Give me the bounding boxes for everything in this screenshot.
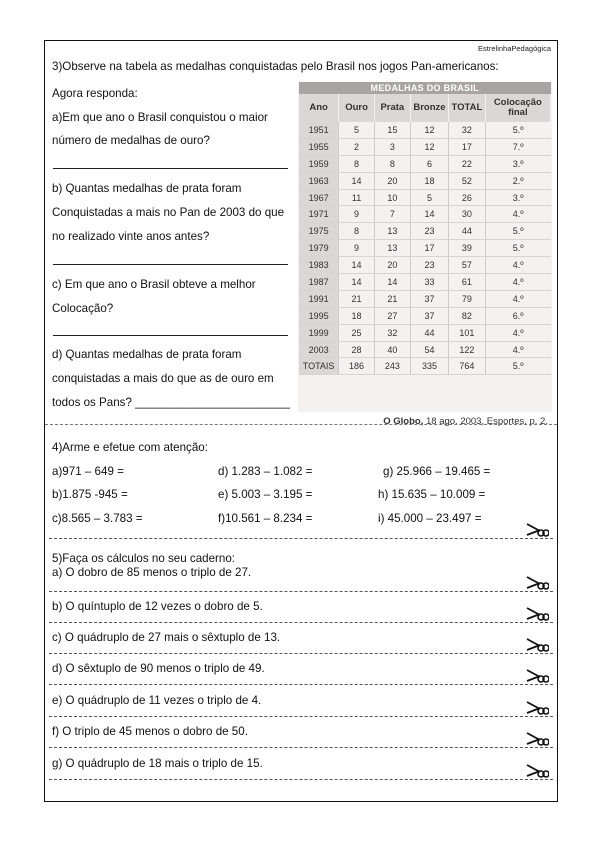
cell-ano: 1955 <box>299 138 339 155</box>
cell-ouro: 18 <box>339 307 375 324</box>
cell-ano: 1959 <box>299 155 339 172</box>
medal-table-row <box>299 189 551 206</box>
scissors-icon <box>525 668 549 684</box>
cell-total: 122 <box>449 341 486 358</box>
cell-ouro: 21 <box>339 290 375 307</box>
brand-label: EstrelinhaPedagógica <box>478 44 551 53</box>
medal-table-row <box>299 206 551 223</box>
cell-bronze: 23 <box>410 257 448 274</box>
cell-colocacao: 5.º <box>485 223 550 240</box>
cell-prata: 243 <box>374 358 410 375</box>
source-title: O Globo, <box>383 416 424 427</box>
cell-ano: 1975 <box>299 223 339 240</box>
q5-item-g: g) O quádruplo de 18 mais o triplo de 15. <box>52 757 263 770</box>
cell-ano: 1979 <box>299 240 339 257</box>
cell-prata: 7 <box>374 206 410 223</box>
cell-colocacao: 2.º <box>485 172 550 189</box>
cell-colocacao: 5.º <box>485 122 550 138</box>
medal-table-row <box>299 155 551 172</box>
cell-ouro: 8 <box>339 223 375 240</box>
cell-ano: 2003 <box>299 341 339 358</box>
q3c-answer-line[interactable] <box>53 335 288 336</box>
header-ouro: Ouro <box>339 94 375 122</box>
q4-item-f: f)10.561 – 8.234 = <box>218 512 313 525</box>
cell-total: 39 <box>449 240 486 257</box>
medal-table-row <box>299 240 551 257</box>
q4-item-c: c)8.565 – 3.783 = <box>52 512 143 525</box>
cell-colocacao: 4.º <box>485 290 550 307</box>
q3b-line2: Conquistadas a mais no Pan de 2003 do que <box>52 206 285 219</box>
cell-ano: 1995 <box>299 307 339 324</box>
scissors-icon <box>525 700 549 716</box>
medal-table-row <box>299 324 551 341</box>
cell-colocacao: 6.º <box>485 307 550 324</box>
q3d-line2: conquistadas a mais do que as de ouro em <box>52 372 274 385</box>
cut-line <box>49 716 553 717</box>
cell-ouro: 11 <box>339 189 375 206</box>
cell-ouro: 186 <box>339 358 375 375</box>
medal-table-row <box>299 223 551 240</box>
cell-colocacao: 4.º <box>485 324 550 341</box>
cell-prata: 40 <box>374 341 410 358</box>
q4-item-b: b)1.875 -945 = <box>52 488 128 501</box>
medal-table-body <box>299 122 551 375</box>
scissors-icon <box>525 575 549 591</box>
q4-item-d: d) 1.283 – 1.082 = <box>218 465 313 478</box>
medal-table-title: MEDALHAS DO BRASIL <box>299 82 551 94</box>
cell-total: 101 <box>449 324 486 341</box>
medal-table-row <box>299 257 551 274</box>
q5-item-c: c) O quádruplo de 27 mais o sêxtuplo de 13. <box>52 631 281 644</box>
medal-table-row <box>299 122 551 138</box>
cell-prata: 8 <box>374 155 410 172</box>
q3a-answer-line[interactable] <box>53 168 288 169</box>
section-divider <box>45 424 557 425</box>
cell-prata: 27 <box>374 307 410 324</box>
cell-ano: 1951 <box>299 122 339 138</box>
cell-bronze: 5 <box>410 189 448 206</box>
scissors-icon <box>525 731 549 747</box>
cell-prata: 3 <box>374 138 410 155</box>
medal-table-row <box>299 358 551 375</box>
q4-item-e: e) 5.003 – 3.195 = <box>218 488 313 501</box>
cell-total: 82 <box>449 307 486 324</box>
medal-table-row <box>299 341 551 358</box>
header-ano: Ano <box>299 94 339 122</box>
q3d-line3: todos os Pans? ________________________ <box>52 396 290 409</box>
cut-line <box>49 747 553 748</box>
medal-table-panel <box>298 82 552 427</box>
cell-prata: 10 <box>374 189 410 206</box>
q3b-line1: b) Quantas medalhas de prata foram <box>52 182 242 195</box>
source-rest: 18 ago. 2003, Esportes, p. 2. <box>423 416 548 427</box>
cell-total: 57 <box>449 257 486 274</box>
cut-line <box>49 622 553 623</box>
header-colocacao: Colocação final <box>485 94 550 122</box>
cell-colocacao: 7.º <box>485 138 550 155</box>
q5-item-b: b) O quíntuplo de 12 vezes o dobro de 5. <box>52 600 263 613</box>
q3-intro: Agora responda: <box>52 87 138 100</box>
cell-bronze: 37 <box>410 290 448 307</box>
cell-total: 26 <box>449 189 486 206</box>
cell-bronze: 18 <box>410 172 448 189</box>
cell-colocacao: 3.º <box>485 155 550 172</box>
q3c-line1: c) Em que ano o Brasil obteve a melhor <box>52 278 256 291</box>
cell-bronze: 12 <box>410 138 448 155</box>
cell-bronze: 6 <box>410 155 448 172</box>
header-prata: Prata <box>374 94 410 122</box>
cell-ouro: 28 <box>339 341 375 358</box>
q3b-line3: no realizado vinte anos antes? <box>52 230 210 243</box>
cell-total: 30 <box>449 206 486 223</box>
cell-prata: 20 <box>374 257 410 274</box>
cell-bronze: 54 <box>410 341 448 358</box>
cell-colocacao: 4.º <box>485 274 550 291</box>
q4-title: 4)Arme e efetue com atenção: <box>52 441 208 454</box>
cell-prata: 13 <box>374 223 410 240</box>
medal-table-row <box>299 307 551 324</box>
cell-prata: 32 <box>374 324 410 341</box>
q4-item-g: g) 25.966 – 19.465 = <box>383 465 491 478</box>
cell-total: 764 <box>449 358 486 375</box>
q4-item-i: i) 45.000 – 23.497 = <box>378 512 482 525</box>
cell-bronze: 14 <box>410 206 448 223</box>
cell-colocacao: 3.º <box>485 189 550 206</box>
cell-bronze: 12 <box>410 122 448 138</box>
q5-item-d: d) O sêxtuplo de 90 menos o triplo de 49. <box>52 662 265 675</box>
q4-item-h: h) 15.635 – 10.009 = <box>378 488 486 501</box>
cell-colocacao: 4.º <box>485 257 550 274</box>
scissors-icon <box>525 606 549 622</box>
header-bronze: Bronze <box>410 94 448 122</box>
cell-ouro: 9 <box>339 206 375 223</box>
q3c-line2: Colocação? <box>52 302 114 315</box>
cell-ouro: 14 <box>339 257 375 274</box>
cell-total: 17 <box>449 138 486 155</box>
cut-line <box>49 653 553 654</box>
cell-prata: 21 <box>374 290 410 307</box>
cell-prata: 14 <box>374 274 410 291</box>
medal-table <box>299 82 551 375</box>
cut-line <box>49 538 553 539</box>
cell-ouro: 25 <box>339 324 375 341</box>
cell-prata: 20 <box>374 172 410 189</box>
q5-item-f: f) O triplo de 45 menos o dobro de 50. <box>52 725 248 738</box>
cell-total: 32 <box>449 122 486 138</box>
cell-ano: 1963 <box>299 172 339 189</box>
cut-line <box>49 684 553 685</box>
medal-table-row <box>299 172 551 189</box>
medal-table-row <box>299 290 551 307</box>
q3-title: 3)Observe na tabela as medalhas conquistadas pelo Brasil nos jogos Pan-americanos: <box>52 60 499 73</box>
table-source <box>383 416 548 427</box>
cell-ano: 1983 <box>299 257 339 274</box>
q3a-line1: a)Em que ano o Brasil conquistou o maior <box>52 111 268 124</box>
cell-colocacao: 5.º <box>485 358 550 375</box>
q5-item-e: e) O quádruplo de 11 vezes o triplo de 4. <box>52 694 262 707</box>
cell-ano: 1971 <box>299 206 339 223</box>
q3b-answer-line[interactable] <box>53 264 288 265</box>
cell-ouro: 9 <box>339 240 375 257</box>
scissors-icon <box>525 637 549 653</box>
cell-colocacao: 4.º <box>485 206 550 223</box>
cell-ouro: 14 <box>339 172 375 189</box>
q3d-line1: d) Quantas medalhas de prata foram <box>52 348 242 361</box>
cell-ouro: 14 <box>339 274 375 291</box>
medal-table-row <box>299 138 551 155</box>
cell-bronze: 33 <box>410 274 448 291</box>
cell-total: 79 <box>449 290 486 307</box>
cell-ano: 1987 <box>299 274 339 291</box>
cell-ano: 1991 <box>299 290 339 307</box>
cell-total: 22 <box>449 155 486 172</box>
scissors-icon <box>525 763 549 779</box>
cell-total: 44 <box>449 223 486 240</box>
scissors-icon <box>525 522 549 538</box>
worksheet-frame <box>44 40 558 802</box>
cell-prata: 13 <box>374 240 410 257</box>
medal-table-row <box>299 274 551 291</box>
cut-line <box>49 779 553 780</box>
cell-colocacao: 5.º <box>485 240 550 257</box>
cell-ouro: 8 <box>339 155 375 172</box>
cell-ano: TOTAIS <box>299 358 339 375</box>
header-total: TOTAL <box>449 94 486 122</box>
cell-bronze: 23 <box>410 223 448 240</box>
cell-bronze: 44 <box>410 324 448 341</box>
cell-ouro: 2 <box>339 138 375 155</box>
cell-ano: 1999 <box>299 324 339 341</box>
cell-total: 61 <box>449 274 486 291</box>
q5-title: 5)Faça os cálculos no seu caderno: <box>52 552 236 565</box>
cut-line <box>49 591 553 592</box>
cell-bronze: 37 <box>410 307 448 324</box>
q3a-line2: número de medalhas de ouro? <box>52 134 210 147</box>
cell-bronze: 335 <box>410 358 448 375</box>
cell-colocacao: 4.º <box>485 341 550 358</box>
q4-item-a: a)971 – 649 = <box>52 465 124 478</box>
cell-ano: 1967 <box>299 189 339 206</box>
cell-prata: 15 <box>374 122 410 138</box>
q5-item-a: a) O dobro de 85 menos o triplo de 27. <box>52 566 252 579</box>
cell-total: 52 <box>449 172 486 189</box>
cell-bronze: 17 <box>410 240 448 257</box>
cell-ouro: 5 <box>339 122 375 138</box>
